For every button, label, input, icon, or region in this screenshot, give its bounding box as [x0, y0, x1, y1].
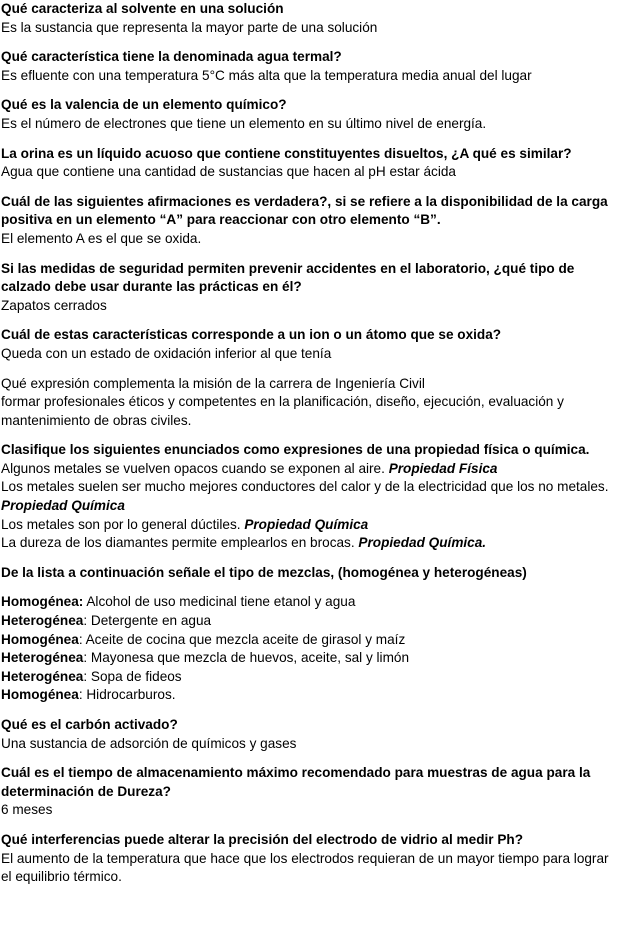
propiedad-item: Los metales son por lo general dúctiles. Propiedad Química	[1, 516, 369, 532]
propiedad-item: Los metales suelen ser mucho mejores conductores del calor y de la electricidad que los no metales. Propiedad Química	[1, 479, 609, 514]
mezcla-item: Heterogénea: Mayonesa que mezcla de huevos, aceite, sal y limón	[1, 650, 410, 666]
qa-block	[1, 48, 613, 85]
mision-answer: formar profesionales éticos y competentes en la planificación, diseño, ejecución, evaluación y mantenimiento de obras civiles.	[1, 394, 564, 428]
qa-block	[1, 260, 613, 316]
mision-question: Qué expresión complementa la misión de la carrera de Ingeniería Civil	[1, 375, 425, 391]
propiedad-tag: Propiedad Física	[388, 460, 498, 476]
qa-block	[1, 145, 613, 182]
answer: Es efluente con una temperatura 5°C más alta que la temperatura media anual del lugar	[1, 67, 532, 83]
question: Qué caracteriza al solvente en una solución	[1, 1, 284, 16]
mezcla-kind: Heterogénea	[1, 650, 84, 666]
answer: Una sustancia de adsorción de químicos y gases	[1, 735, 297, 751]
question: Qué interferencias puede alterar la precisión del electrodo de vidrio al medir Ph?	[1, 831, 524, 847]
mezclas-question: De la lista a continuación señale el tipo de mezclas, (homogénea y heterogéneas)	[1, 564, 527, 580]
question: Qué es la valencia de un elemento químico?	[1, 97, 287, 113]
qa-block	[1, 193, 613, 249]
answer: 6 meses	[1, 802, 53, 818]
propiedad-tag: Propiedad Química	[244, 516, 369, 532]
question: Cuál de estas características corresponde a un ion o un átomo que se oxida?	[1, 327, 502, 343]
mezcla-item: Homogénea: Alcohol de uso medicinal tiene etanol y agua	[1, 594, 356, 610]
mezcla-item: Homogénea: Hidrocarburos.	[1, 687, 176, 703]
propiedad-item: Algunos metales se vuelven opacos cuando se exponen al aire. Propiedad Física	[1, 460, 498, 476]
propiedad-item: La dureza de los diamantes permite emplearlos en brocas. Propiedad Química.	[1, 535, 487, 551]
propiedades-question: Clasifique los siguientes enunciados como expresiones de una propiedad física o química.	[1, 442, 590, 458]
mezcla-kind: Heterogénea	[1, 668, 84, 684]
propiedad-tag: Propiedad Química.	[358, 535, 487, 551]
mezcla-item: Heterogénea: Sopa de fideos	[1, 668, 182, 684]
question: Qué es el carbón activado?	[1, 717, 178, 732]
mezcla-kind: Homogénea	[1, 631, 79, 647]
qa-block	[1, 0, 613, 37]
question: Cuál de las siguientes afirmaciones es verdadera?, si se refiere a la disponibilidad de la carga positiva en un elemento “A” para reaccionar con otro elemento “B”.	[1, 193, 608, 228]
mezcla-item: Homogénea: Aceite de cocina que mezcla aceite de girasol y maíz	[1, 631, 406, 647]
qa-block	[1, 831, 613, 887]
mezcla-item: Heterogénea: Detergente en agua	[1, 613, 212, 629]
propiedades-block	[1, 441, 613, 553]
answer: El elemento A es el que se oxida.	[1, 230, 202, 246]
propiedad-tag: Propiedad Química	[1, 498, 125, 514]
qa-block	[1, 326, 613, 363]
question: La orina es un líquido acuoso que contiene constituyentes disueltos, ¿A qué es similar?	[1, 145, 572, 161]
question: Qué característica tiene la denominada agua termal?	[1, 49, 342, 65]
answer: Agua que contiene una cantidad de sustancias que hacen al pH estar ácida	[1, 164, 456, 180]
answer: El aumento de la temperatura que hace que los electrodos requieran de un mayor tiempo para lograr el equilibrio térmico.	[1, 850, 609, 885]
question: Si las medidas de seguridad permiten prevenir accidentes en el laboratorio, ¿qué tipo de calzado debe usar durante las prácticas en él?	[1, 260, 575, 295]
qa-block	[1, 764, 613, 820]
mision-block	[1, 375, 613, 431]
qa-block	[1, 96, 613, 133]
mezcla-kind: Homogénea	[1, 687, 79, 703]
mezcla-kind: Homogénea:	[1, 594, 84, 610]
question: Cuál es el tiempo de almacenamiento máximo recomendado para muestras de agua para la determinación de Dureza?	[1, 765, 591, 799]
mezclas-block	[1, 564, 613, 705]
answer: Es la sustancia que representa la mayor parte de una solución	[1, 19, 378, 35]
answer: Queda con un estado de oxidación inferior al que tenía	[1, 345, 332, 361]
qa-block	[1, 716, 613, 753]
answer: Zapatos cerrados	[1, 297, 107, 313]
answer: Es el número de electrones que tiene un elemento en su último nivel de energía.	[1, 115, 487, 131]
mezcla-kind: Heterogénea	[1, 613, 84, 629]
